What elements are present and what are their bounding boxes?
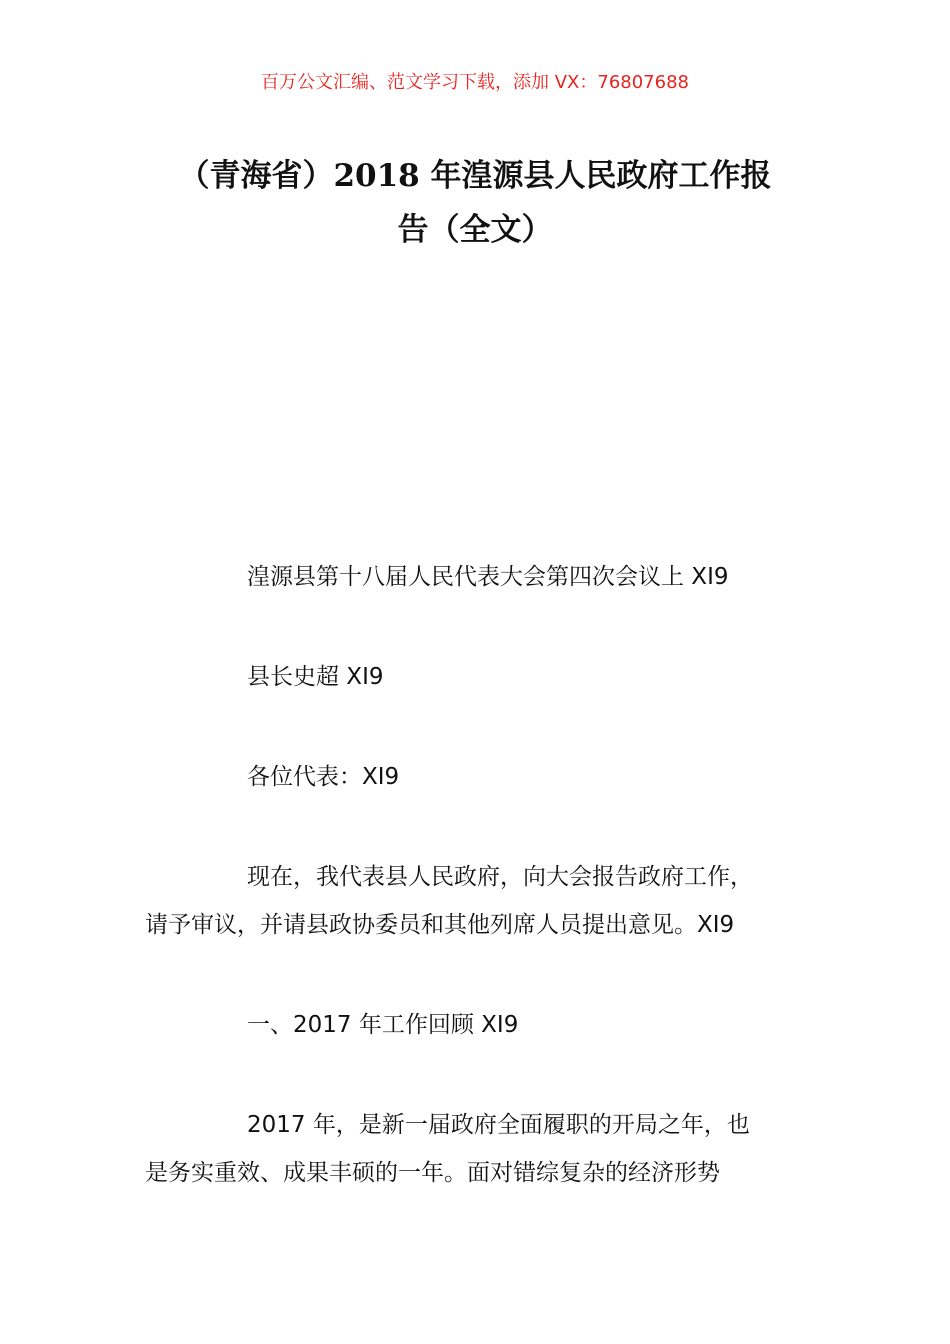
paragraph-salutation: 各位代表：XI9 bbox=[247, 764, 400, 790]
section-heading-2017-review: 一、2017 年工作回顾 XI9 bbox=[247, 1012, 519, 1038]
top-banner: 百万公文汇编、范文学习下载，添加 VX：76807688 bbox=[261, 72, 689, 93]
paragraph-meeting: 湟源县第十八届人民代表大会第四次会议上 XI9 bbox=[247, 564, 729, 590]
paragraph-intro-line-1: 现在，我代表县人民政府，向大会报告政府工作， bbox=[247, 864, 753, 890]
document-title-line-1: （青海省）2018 年湟源县人民政府工作报 bbox=[178, 158, 772, 194]
paragraph-speaker: 县长史超 XI9 bbox=[247, 664, 384, 690]
paragraph-intro-line-2: 请予审议，并请县政协委员和其他列席人员提出意见。XI9 bbox=[145, 912, 735, 938]
paragraph-2017-line-2: 是务实重效、成果丰硕的一年。面对错综复杂的经济形势 bbox=[145, 1160, 720, 1186]
paragraph-2017-line-1: 2017 年，是新一届政府全面履职的开局之年，也 bbox=[247, 1112, 750, 1138]
document-title-line-2: 告（全文） bbox=[397, 212, 553, 248]
